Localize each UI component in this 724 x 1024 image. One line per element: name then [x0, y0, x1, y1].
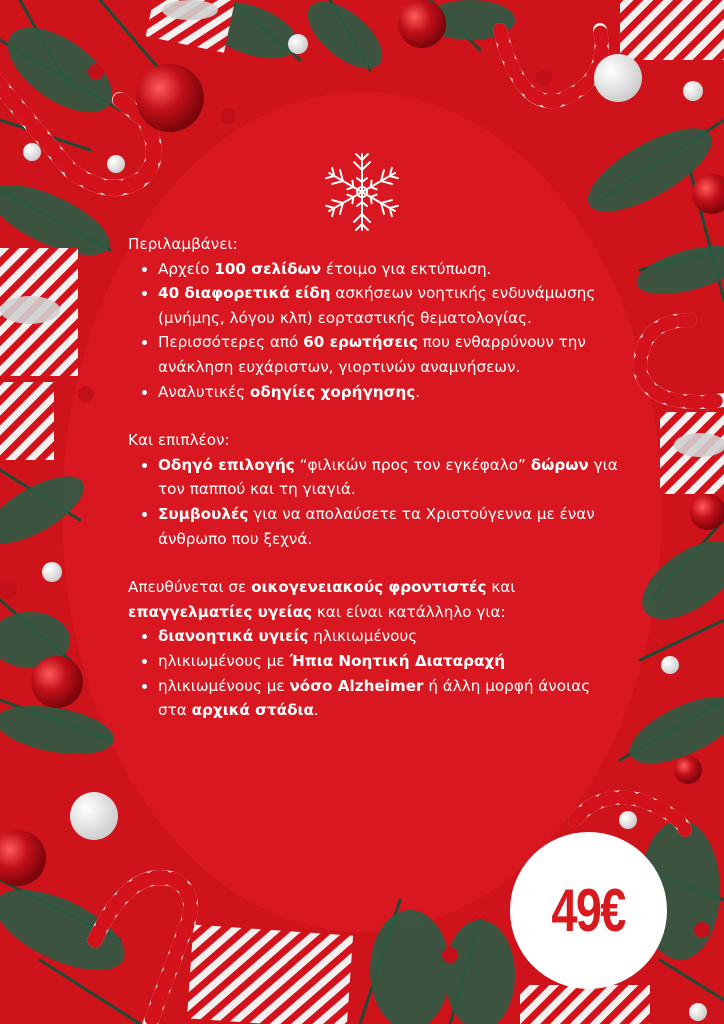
extras-list: [128, 453, 618, 551]
audience-intro: Απευθύνεται σε οικογενειακούς φροντιστές και επαγγελματίες υγείας και είναι κατάλληλο για:: [128, 578, 516, 621]
list-item: • ηλικιωμένους με Ήπια Νοητική Διαταραχή: [158, 649, 618, 674]
price-label: 49€: [551, 877, 626, 944]
list-item: • Αναλυτικές οδηγίες χορήγησης.: [158, 380, 618, 405]
audience-list: [128, 624, 618, 722]
includes-list: [128, 257, 618, 405]
snowflake-icon: [318, 152, 406, 232]
includes-heading: Περιλαμβάνει:: [128, 235, 238, 253]
list-item: • Αρχείο 100 σελίδων έτοιμο για εκτύπωση.: [158, 257, 618, 282]
product-description: [128, 232, 618, 723]
list-item: • Περισσότερες από 60 ερωτήσεις που ενθαρρύνουν την ανάκληση ευχάριστων, γιορτινών αναμνήσεων.: [158, 330, 618, 379]
list-item: • διανοητικά υγιείς ηλικιωμένους: [158, 624, 618, 649]
extras-heading: Και επιπλέον:: [128, 431, 230, 450]
list-item: • ηλικιωμένους με νόσο Alzheimer ή άλλη μορφή άνοιας στα αρχικά στάδια.: [158, 674, 618, 723]
price-badge: [510, 832, 667, 989]
list-item: • Οδηγό επιλογής “φιλικών προς τον εγκέφαλο” δώρων για τον παππού και τη γιαγιά.: [158, 453, 618, 502]
list-item: • 40 διαφορετικά είδη ασκήσεων νοητικής ενδυνάμωσης (μνήμης, λόγου κλπ) εορταστικής θεματολογίας.: [158, 281, 618, 330]
list-item: • Συμβουλές για να απολαύσετε τα Χριστούγεννα με έναν άνθρωπο που ξεχνά.: [158, 502, 618, 551]
